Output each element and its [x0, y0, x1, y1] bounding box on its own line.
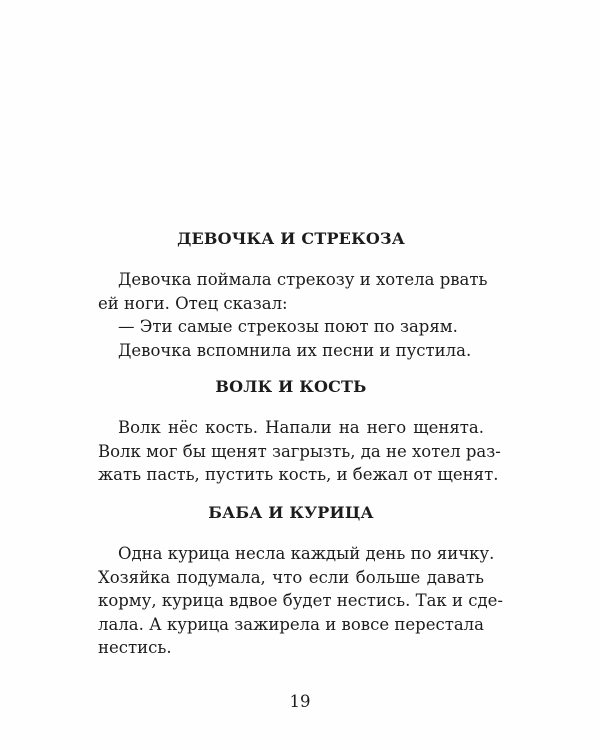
text-line: Одна курица несла каждый день по яичку. [118, 544, 495, 563]
story-text [98, 268, 488, 362]
text-line: лала. А курица зажирела и вовсе перестала [98, 614, 484, 634]
story-text [98, 542, 503, 660]
story-wolf-and-bone [98, 377, 501, 487]
text-line: Хозяйка подумала, что если больше давать [98, 567, 484, 587]
text-line: корму, курица вдвое будет нестись. Так и сде- [98, 591, 503, 610]
text-line: Девочка поймала стрекозу и хотела рвать [118, 270, 488, 289]
story-woman-and-hen [98, 503, 503, 660]
story-title: БАБА И КУРИЦА [208, 503, 374, 522]
text-line: — Эти самые стрекозы поют по зарям. [118, 317, 458, 336]
text-line: жать пасть, пустить кость, и бежал от щенят. [98, 465, 499, 484]
story-title: ВОЛК И КОСТЬ [215, 377, 367, 396]
text-line: нестись. [98, 638, 172, 657]
page-number: 19 [289, 692, 311, 711]
text-line: Волк нёс кость. Напали на него щенята. [118, 418, 484, 437]
text-line: Девочка вспомнила их песни и пустила. [118, 340, 472, 360]
story-text [98, 416, 501, 487]
story-title: ДЕВОЧКА И СТРЕКОЗА [177, 229, 405, 248]
story-girl-and-dragonfly [98, 229, 488, 362]
text-line: Волк мог бы щенят загрызть, да не хотел раз- [98, 441, 501, 461]
text-line: ей ноги. Отец сказал: [98, 293, 288, 313]
